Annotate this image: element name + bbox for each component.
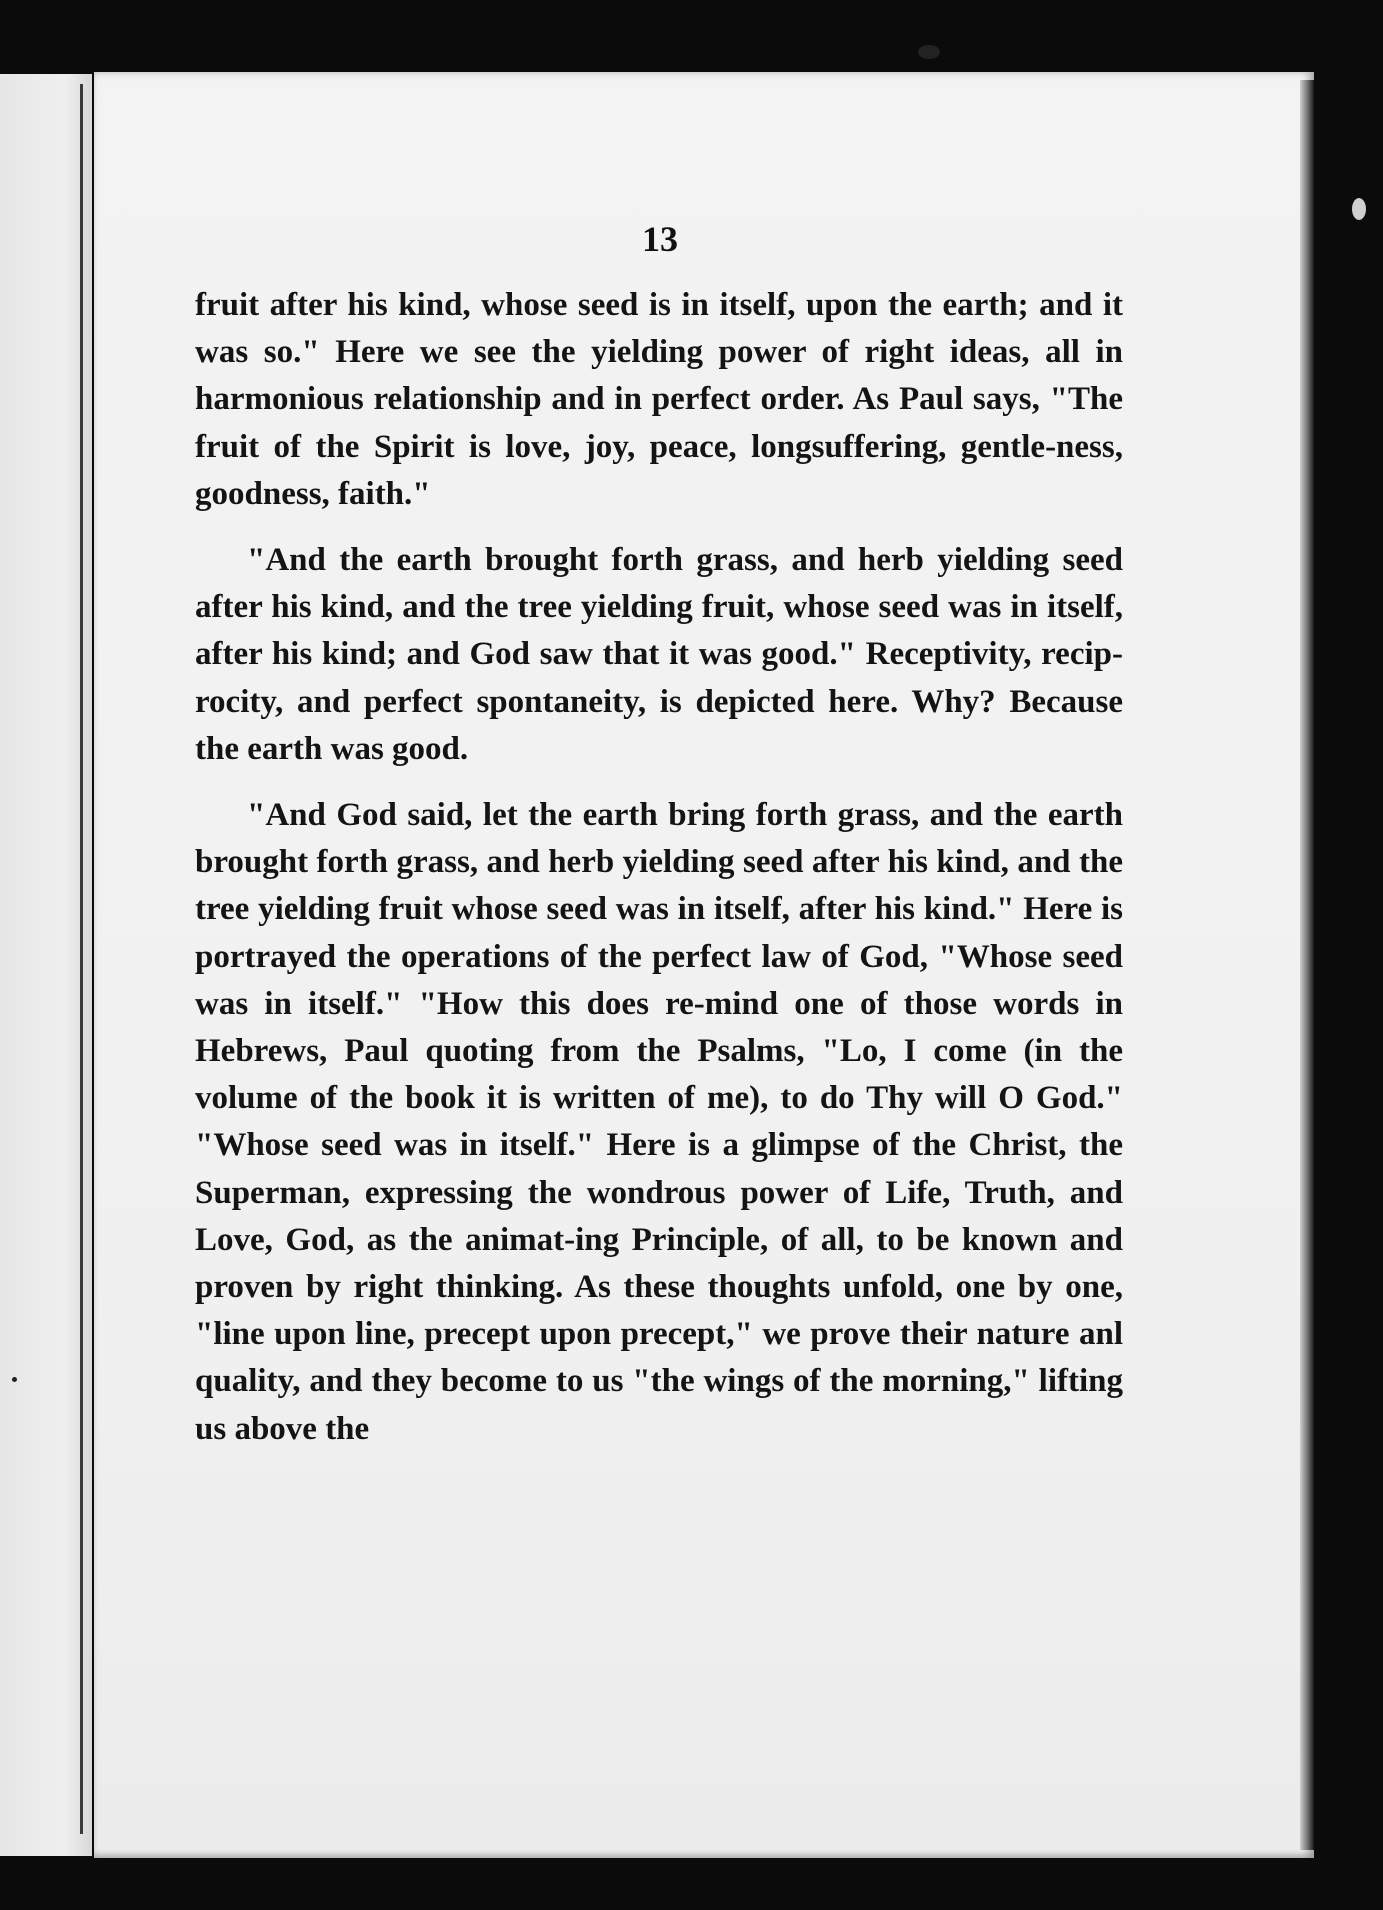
scan-speck	[918, 45, 940, 59]
facing-page-edge	[0, 74, 92, 1856]
binding-line	[80, 84, 83, 1834]
page-body	[195, 282, 1123, 1453]
page-number: 13	[642, 219, 678, 259]
paragraph: fruit after his kind, whose seed is in itself, upon the earth; and it was so." Here we see the yielding power of right ideas, all in harmonious relationship and in perfect order. As Paul says, "The fruit of the Spirit is love, joy, peace, longsuffering, gentle-ness, goodness, faith."	[195, 287, 1123, 512]
paragraph: "And the earth brought forth grass, and herb yielding seed after his kind, and the tree yielding fruit, whose seed was in itself, after his kind; and God saw that it was good." Receptivity, recip-rocity, and perfect spontaneity, is depicted here. Why? Because the earth was good.	[195, 542, 1123, 767]
page-right-edge	[1300, 80, 1314, 1850]
scan-speck	[1352, 198, 1366, 220]
paragraph: "And God said, let the earth bring forth grass, and the earth brought forth grass, and herb yielding seed after his kind, and the tree yielding fruit whose seed was in itself, after his kind." Here is portrayed the operations of the perfect law of God, "Whose seed was in itself." "How this does re-mind one of those words in Hebrews, Paul quoting from the Psalms, "Lo, I come (in the volume of the book it is written of me), to do Thy will O God." "Whose seed was in itself." Here is a glimpse of the Christ, the Superman, expressing the wondrous power of Life, Truth, and Love, God, as the animat-ing Principle, of all, to be known and proven by right thinking. As these thoughts unfold, one by one, "line upon line, precept upon precept," we prove their nature anl quality, and they become to us "the wings of the morning," lifting us above the	[195, 797, 1123, 1447]
scan-speck	[12, 1377, 17, 1382]
